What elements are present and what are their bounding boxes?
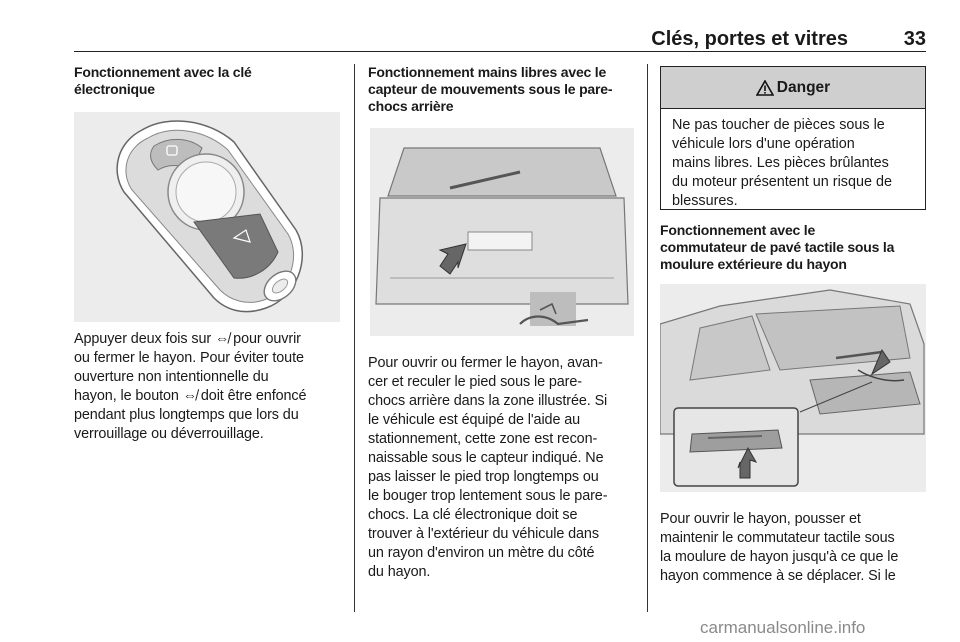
text-line: maintenir le commutateur tactile sous [660,530,895,546]
car-rear-sensor-illustration [370,128,634,336]
danger-box [660,66,926,210]
hands-free-text [368,354,634,582]
text-line: un rayon d'environ un mètre du côté [368,545,595,561]
text-line: trouver à l'extérieur du véhicule dans [368,526,599,542]
heading-line: chocs arrière [368,98,454,114]
section-title: Clés, portes et vitres [651,28,848,50]
page-number: 33 [903,28,926,50]
heading-line: moulure extérieure du hayon [660,256,847,272]
column-divider [647,64,648,612]
watermark: carmanualsonline.info [700,618,866,637]
heading-line: électronique [74,81,155,97]
column-divider [354,64,355,612]
heading-line: Fonctionnement mains libres avec le [368,64,607,80]
touch-switch-text [660,510,926,586]
text-line: Pour ouvrir ou fermer le hayon, avan- [368,355,603,371]
column-touch-switch [660,222,926,273]
text-line: ou fermer le hayon. Pour éviter toute [74,350,304,366]
text-line: chocs arrière dans la zone illustrée. Si [368,393,608,409]
text-line: Appuyer deux fois sur ⇎ pour ouvrir [74,331,301,347]
text-line: hayon, le bouton ⇎ doit être enfoncé [74,388,307,404]
section-heading [74,64,342,98]
column-electronic-key [74,64,342,98]
text-line: Ne pas toucher de pièces sous le [672,117,885,133]
heading-line: Fonctionnement avec le [660,222,816,238]
text-line: blessures. [672,193,738,209]
text-line: le bouger trop lentement sous le pare- [368,488,608,504]
text-line: du moteur présentent un risque de [672,174,892,190]
text-line: du hayon. [368,564,431,580]
text-line: mains libres. Les pièces brûlantes [672,155,889,171]
text-line: la moulure de hayon jusqu'à ce que le [660,549,899,565]
heading-line: capteur de mouvements sous le pare- [368,81,613,97]
section-heading [368,64,634,115]
text-line: pas laisser le pied trop longtemps ou [368,469,599,485]
danger-text [661,109,925,218]
car-key-fob-illustration [74,112,340,322]
heading-line: Fonctionnement avec la clé [74,64,252,80]
electronic-key-text [74,330,342,444]
text-line: chocs. La clé électronique doit se [368,507,578,523]
text-line: ouverture non intentionnelle du [74,369,269,385]
section-heading [660,222,926,273]
warning-triangle-icon [756,80,774,96]
text-line: Pour ouvrir le hayon, pousser et [660,511,861,527]
text-line: cer et reculer le pied sous le pare- [368,374,582,390]
text-line: pendant plus longtemps que lors du [74,407,299,423]
heading-line: commutateur de pavé tactile sous la [660,239,895,255]
danger-header [661,67,925,109]
tailgate-switch-illustration [660,284,926,492]
column-hands-free [368,64,634,115]
text-line: hayon commence à se déplacer. Si le [660,568,896,584]
page-header [74,28,926,52]
text-line: stationnement, cette zone est recon- [368,431,598,447]
danger-title: Danger [776,78,831,96]
text-line: le véhicule est équipé de l'aide au [368,412,581,428]
text-line: verrouillage ou déverrouillage. [74,426,264,442]
text-line: véhicule lors d'une opération [672,136,855,152]
text-line: naissable sous le capteur indiqué. Ne [368,450,604,466]
